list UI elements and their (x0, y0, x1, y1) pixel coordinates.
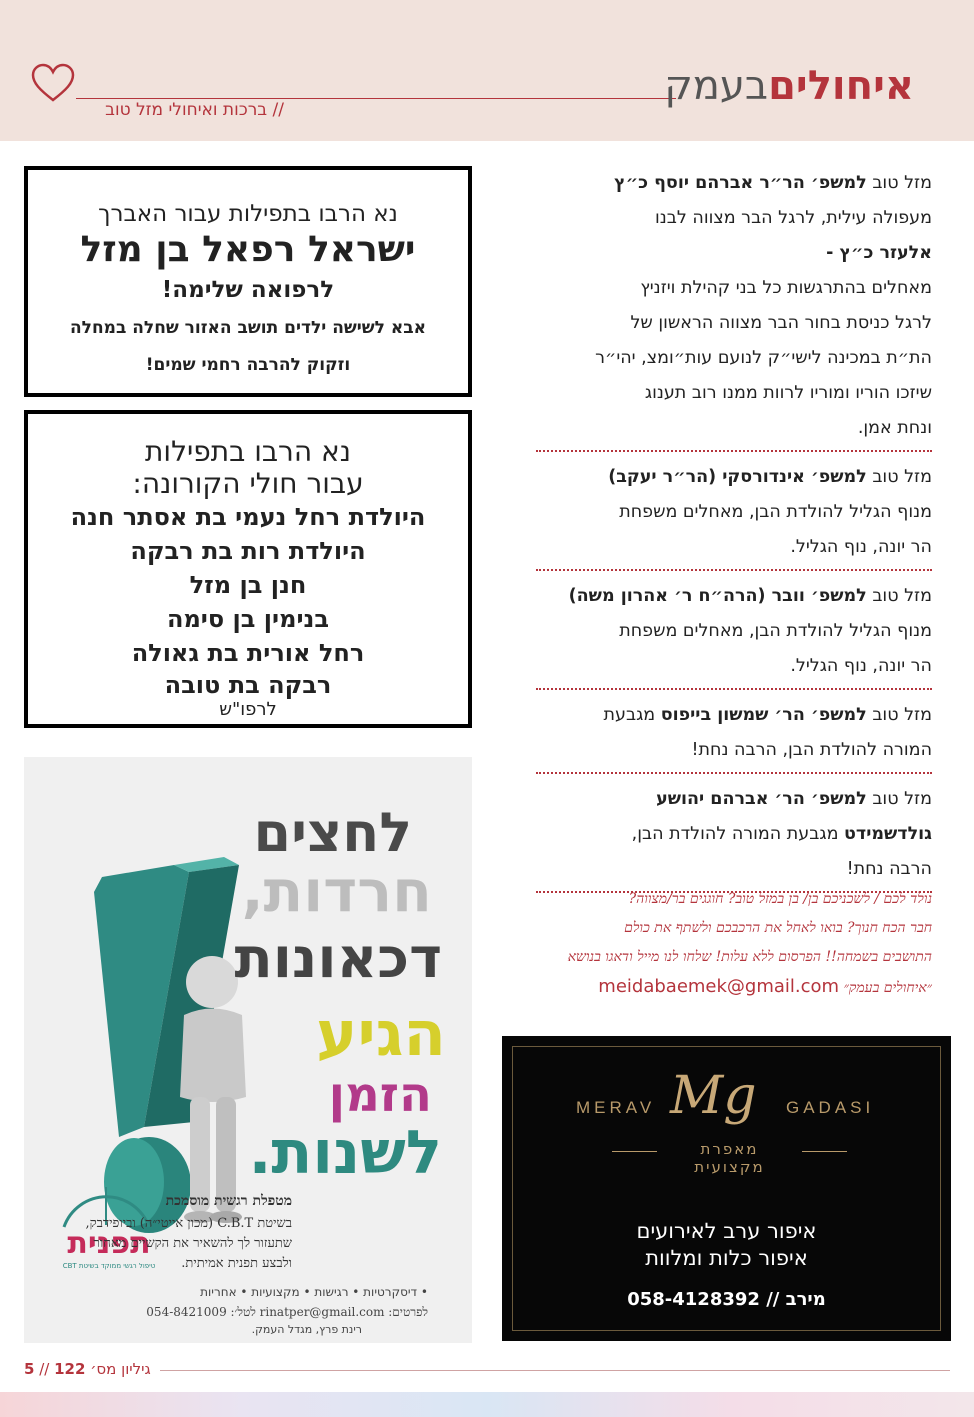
wish-family-name: אלעזר כ״ץ - (826, 243, 932, 263)
wish-entry (536, 782, 932, 893)
promo-line1: נולד לכם / לשכניכם בן/ בן במזל טוב? חוגגים בר/מצווה? (628, 891, 932, 907)
therapy-desc-1: מטפלת רגשית מוסמכת (165, 1193, 292, 1209)
therapy-desc-2: בשיטת C.B.T (מכון אייטי״ה) וביופידבק, (85, 1216, 292, 1231)
therapy-desc-3: שתעזור לך להשאיר את הקשיים מאחור (93, 1236, 292, 1251)
therapy-logo-sub: טיפול רגשי ממוקד בשיטת CBT (62, 1262, 156, 1270)
prayer-box-1-line1: נא הרבו בתפילות עבור האברך (98, 201, 398, 227)
prayer-name: היולדת רחל נעמי בת אסתר חנה (70, 503, 426, 531)
wish-line (536, 649, 932, 684)
therapy-headline-3: דכאונות (234, 926, 442, 991)
therapy-ad (24, 757, 472, 1343)
promo-line3: התושבים בשמחה!! הפרסום ללא עלות! שלחו לנו מייל ודאגו בנושא (567, 949, 932, 965)
wish-line (536, 201, 932, 236)
footer-page-number: 5 (24, 1360, 35, 1378)
therapy-contact: לפרטים: rinatper@gmail.com לטל׳: 054-8421009 (146, 1305, 428, 1319)
wish-entry (536, 460, 932, 571)
wish-text: מאחלים בהתרגשות כל בני קהילת ויזניץ (640, 278, 932, 298)
wish-line (536, 376, 932, 411)
wish-text: מזל טוב (866, 173, 932, 193)
footer-issue (24, 1360, 151, 1378)
wish-text: מגבעת (603, 705, 661, 725)
page-title-thin: בעמק (664, 63, 769, 109)
prayer-box-2-closing: לרפו"ש (219, 699, 277, 720)
wish-text: שיזכו הוריו ומוריו לרוות ממנו רוב תענוג (644, 383, 932, 403)
prayer-name: היולדת רות בת רבקה (130, 537, 366, 565)
therapy-headline-2: חרדות, (241, 857, 432, 925)
wish-line (536, 411, 932, 446)
wish-line (536, 698, 932, 733)
wishes-column (536, 166, 932, 901)
prayer-box-1 (24, 166, 472, 397)
promo-email-link[interactable]: meidabaemek@gmail.com (598, 976, 840, 997)
wish-line (536, 166, 932, 201)
wish-text: מזל טוב (866, 586, 932, 606)
prayer-box-1-line3: לרפואה שלימה! (161, 277, 335, 303)
promo-line2: חבר הכח חנוך? בואו לאחל את הרכבכם ולשתף את כולם (624, 920, 932, 936)
makeup-service-2: איפור כלות ומלוות (645, 1246, 808, 1270)
prayer-box-1-name: ישראל רפאל בן מזל (80, 229, 416, 270)
wish-text: מנוף הגליל להולדת הבן, מאחלים משפחת (619, 621, 932, 641)
therapy-headline-1: לחצים (253, 801, 412, 864)
wish-text: המורה להולדת הבן, הרבה נחת! (691, 740, 932, 760)
makeup-service-1: איפור ערב לאירועים (636, 1219, 817, 1243)
footer-issue-label: גיליון מס׳ (90, 1360, 151, 1378)
promo-quote: ״איחולים בעמק״ (843, 980, 932, 996)
prayer-box-2 (24, 410, 472, 728)
wish-line (536, 460, 932, 495)
makeup-contact: מירב // 058-4128392 (627, 1289, 826, 1310)
wish-text: מזל טוב (866, 705, 932, 725)
wish-line (536, 530, 932, 565)
wish-text: מגבעת המורה להולדת הבן, (631, 824, 845, 844)
prayer-name: חנן בן מזל (189, 571, 307, 599)
therapy-headline-6: לשנות. (248, 1118, 442, 1188)
footer-issue-number: 122 (54, 1360, 86, 1378)
wish-line (536, 236, 932, 271)
page-title (664, 62, 914, 110)
prayer-box-2-title2: עבור חולי הקורונה: (132, 467, 364, 500)
wish-line (536, 733, 932, 768)
wish-family-name: למשפ׳ הר׳ אברהם יהושע (656, 789, 867, 809)
wish-text: הר יונה, נוף הגליל. (790, 656, 932, 676)
therapy-desc-4: ולבצע תפנית אמיתית. (181, 1256, 292, 1271)
makeup-tagline: מאפרת מקצועית (694, 1140, 765, 1176)
prayer-name: רבקה בת טובה (164, 671, 332, 699)
wish-family-name: למשפ׳ הר׳ שמשון בייפוס (660, 705, 867, 725)
wish-family-name: למשפ׳ אינדורסקי (הר״ר יעקב) (608, 467, 867, 487)
therapy-author: רינת פרץ, מגדל העמק. (251, 1323, 362, 1336)
page-title-bold: איחולים (768, 63, 914, 109)
therapy-logo-name: תפנית (67, 1226, 151, 1261)
prayer-box-2-title1: נא הרבו בתפילות (145, 435, 351, 468)
footer-rule (160, 1370, 950, 1371)
footer-sep: // (34, 1360, 55, 1378)
prayer-box-1-line5: וזקוק להרבה רחמי שמים! (145, 355, 351, 375)
promo-block (532, 885, 932, 1003)
wish-text: לרגל כניסת בחור הבר מצווה הראשון של (630, 313, 932, 333)
prayer-box-1-line4: אבא לשישה ילדים תושב האזור שחלה במחלה (70, 318, 426, 338)
wish-line (536, 817, 932, 852)
therapy-headline-4: הגיע (316, 997, 446, 1070)
wish-line (536, 341, 932, 376)
wish-text: מזל טוב (866, 789, 932, 809)
wish-family-name: למשפ׳ וובר (הרה״ח ר׳ אהרון משה) (568, 586, 867, 606)
prayer-name: רחל אורית בת גאולה (131, 639, 365, 667)
wish-text: מזל טוב (866, 467, 932, 487)
wish-line (536, 306, 932, 341)
wish-family-name: למשפ׳ הר״ר אברהם יוסף כ״ץ (614, 173, 867, 193)
footer-strip (0, 1392, 974, 1417)
wish-entry (536, 579, 932, 690)
makeup-monogram: Mg (670, 1066, 757, 1126)
therapy-headline-5: הזמן (328, 1067, 432, 1123)
wish-line (536, 852, 932, 887)
makeup-brand-right: GADASI (786, 1098, 875, 1117)
wish-entry (536, 698, 932, 774)
wish-family-name: גולדשמידט (844, 824, 932, 844)
wish-line (536, 495, 932, 530)
makeup-brand-left: MERAV (576, 1098, 656, 1117)
wish-text: הת״ת במכינה לישי״ק לנועם עות״ומצ, יהי״ר (595, 348, 932, 368)
wish-line (536, 579, 932, 614)
wish-line (536, 782, 932, 817)
therapy-bullets: • דיסקרטיות • רגישות • מקצועיות • אחריות (200, 1285, 428, 1299)
wish-text: מעפולה עילית, לרגל הבר מצווה לבנו (654, 208, 932, 228)
makeup-divider-right (802, 1151, 847, 1152)
heart-icon (30, 62, 76, 104)
wish-text: ונחת אמן. (857, 418, 932, 438)
prayer-name: בנימין בן סימה (166, 605, 330, 633)
wish-line (536, 271, 932, 306)
makeup-ad (502, 1036, 951, 1341)
wish-text: הר יונה, נוף הגליל. (790, 537, 932, 557)
page-subtitle: // ברכות ואיחולי מזל טוב (105, 100, 284, 120)
makeup-divider-left (612, 1151, 657, 1152)
wish-entry (536, 166, 932, 452)
wish-text: הרבה נחת! (846, 859, 932, 879)
wish-text: מנוף הגליל להולדת הבן, מאחלים משפחת (619, 502, 932, 522)
header-rule (76, 98, 676, 99)
wish-line (536, 614, 932, 649)
